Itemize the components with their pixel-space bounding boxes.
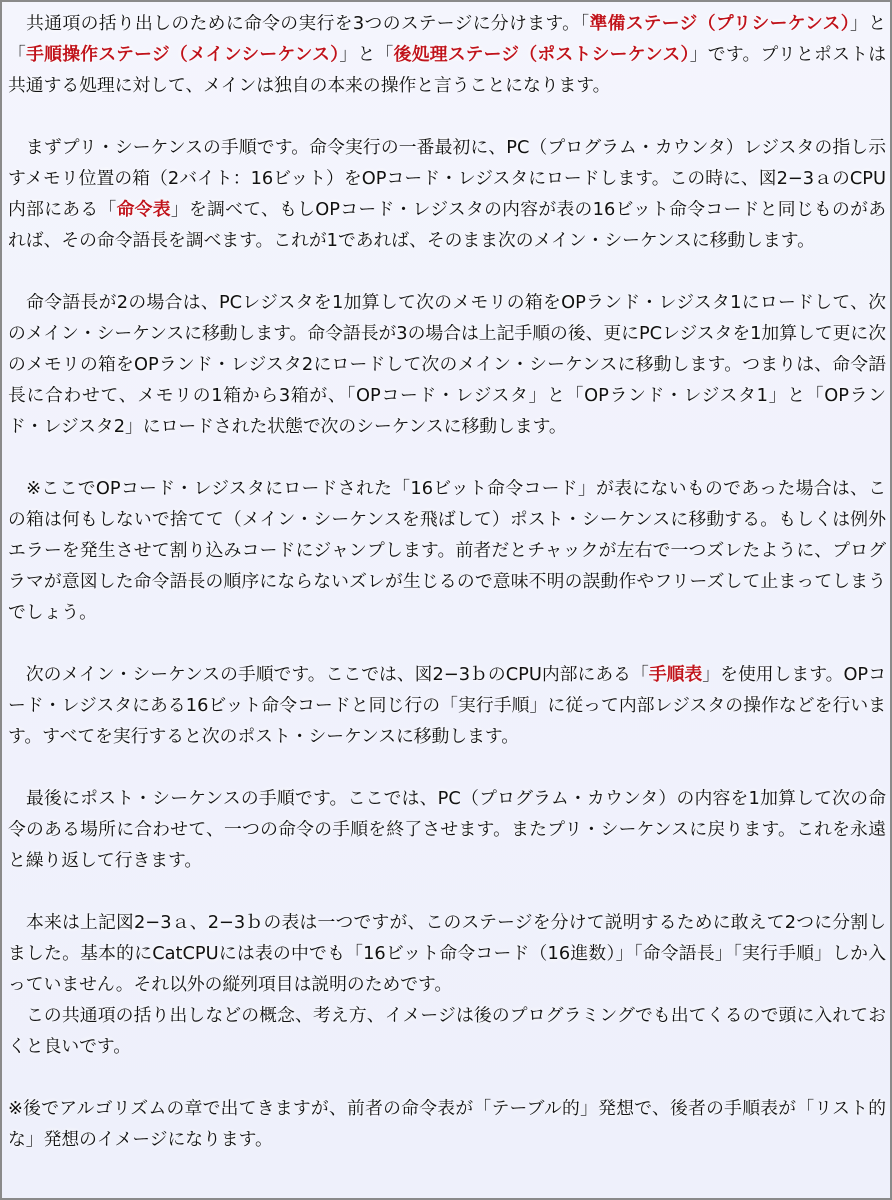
text-segment: 命令語長が2の場合は、PCレジスタを1加算して次のメモリの箱をOPランド・レジスタ1にロードして、次のメイン・シーケンスに移動します。命令語長が3の場合は上記手順の後、更にPCレジスタを1加算して更に次のメモリの箱をOPランド・レジスタ2にロードして次のメイン・シーケンスに移動します。つまりは、命令語長に合わせて、メモリの1箱から3箱が、「OPコード・レジスタ」と「OPランド・レジスタ1」と「OPランド・レジスタ2」にロードされた状態で次のシーケンスに移動します。: [8, 292, 886, 437]
text-segment: 次のメイン・シーケンスの手順です。ここでは、図2−3ｂのCPU内部にある「: [8, 664, 649, 685]
text-segment: 」を使用します。OPコード・レジスタにある16ビット命令コードと同じ行の「実行手順」に従って内部レジスタの操作などを行います。すべてを実行すると次のポスト・シーケンスに移動します。: [8, 664, 886, 747]
text-segment: 」と「: [339, 44, 394, 65]
text-segment: この共通項の括り出しなどの概念、考え方、イメージは後のプログラミングでも出てくるので頭に入れておくと良いです。: [8, 1005, 886, 1057]
document-body: [8, 8, 886, 1155]
highlight-procedure-table: 手順表: [648, 664, 703, 685]
paragraph-algorithm-note: [8, 1093, 886, 1155]
paragraph-pre-sequence: [8, 132, 886, 256]
paragraph-post-sequence: [8, 783, 886, 876]
text-segment: ※ここでOPコード・レジスタにロードされた「16ビット命令コード」が表にないものであった場合は、この箱は何もしないで捨てて（メイン・シーケンスを飛ばして）ポスト・シーケンスに移動する。もしくは例外エラーを発生させて割り込みコードにジャンプします。前者だとチャックが左右で一つズレたように、プログラマが意図した命令語長の順序にならないズレが生じるので意味不明の誤動作やフリーズして止まってしまうでしょう。: [8, 478, 886, 623]
highlight-post-stage: 後処理ステージ（ポストシーケンス）: [393, 44, 690, 65]
text-segment: ※後でアルゴリズムの章で出てきますが、前者の命令表が「テーブル的」発想で、後者の手順表が「リスト的な」発想のイメージになります。: [8, 1098, 886, 1150]
text-segment: 」を調べて、もしOPコード・レジスタの内容が表の16ビット命令コードと同じものがあれば、その命令語長を調べます。これが1であれば、そのまま次のメイン・シーケンスに移動します。: [8, 199, 886, 251]
text-segment: 本来は上記図2−3ａ、2−3ｂの表は一つですが、このステージを分けて説明するために敢えて2つに分割しました。基本的にCatCPUには表の中でも「16ビット命令コード（16進数）」「命令語長」「実行手順」しか入っていません。それ以外の縦列項目は説明のためです。: [8, 912, 886, 995]
paragraph-instruction-length: [8, 287, 886, 442]
paragraph-concept-note: [8, 1000, 886, 1062]
highlight-instruction-table: 命令表: [116, 199, 171, 220]
paragraph-main-sequence: [8, 659, 886, 752]
paragraph-table-split: [8, 907, 886, 1000]
text-segment: 最後にポスト・シーケンスの手順です。ここでは、PC（プログラム・カウンタ）の内容を1加算して次の命令のある場所に合わせて、一つの命令の手順を終了させます。またプリ・シーケンスに戻ります。これを永遠と繰り返して行きます。: [8, 788, 886, 871]
highlight-pre-stage: 準備ステージ（プリシーケンス）: [589, 13, 851, 34]
paragraph-intro: [8, 8, 886, 101]
text-segment: まずプリ・シーケンスの手順です。命令実行の一番最初に、PC（プログラム・カウンタ）レジスタの指し示すメモリ位置の箱（2バイト：16ビット）をOPコード・レジスタにロードします。この時に、図2−3ａのCPU内部にある「: [8, 137, 886, 220]
highlight-main-stage: 手順操作ステージ（メインシーケンス）: [26, 44, 340, 65]
text-segment: 」です。プリとポストは共通する処理に対して、メインは独自の本来の操作と言うことになります。: [8, 44, 886, 96]
paragraph-note-undefined: [8, 473, 886, 628]
text-segment: 共通項の括り出しのために命令の実行を3つのステージに分けます。「: [8, 13, 590, 34]
text-segment: 」と「: [8, 13, 886, 65]
